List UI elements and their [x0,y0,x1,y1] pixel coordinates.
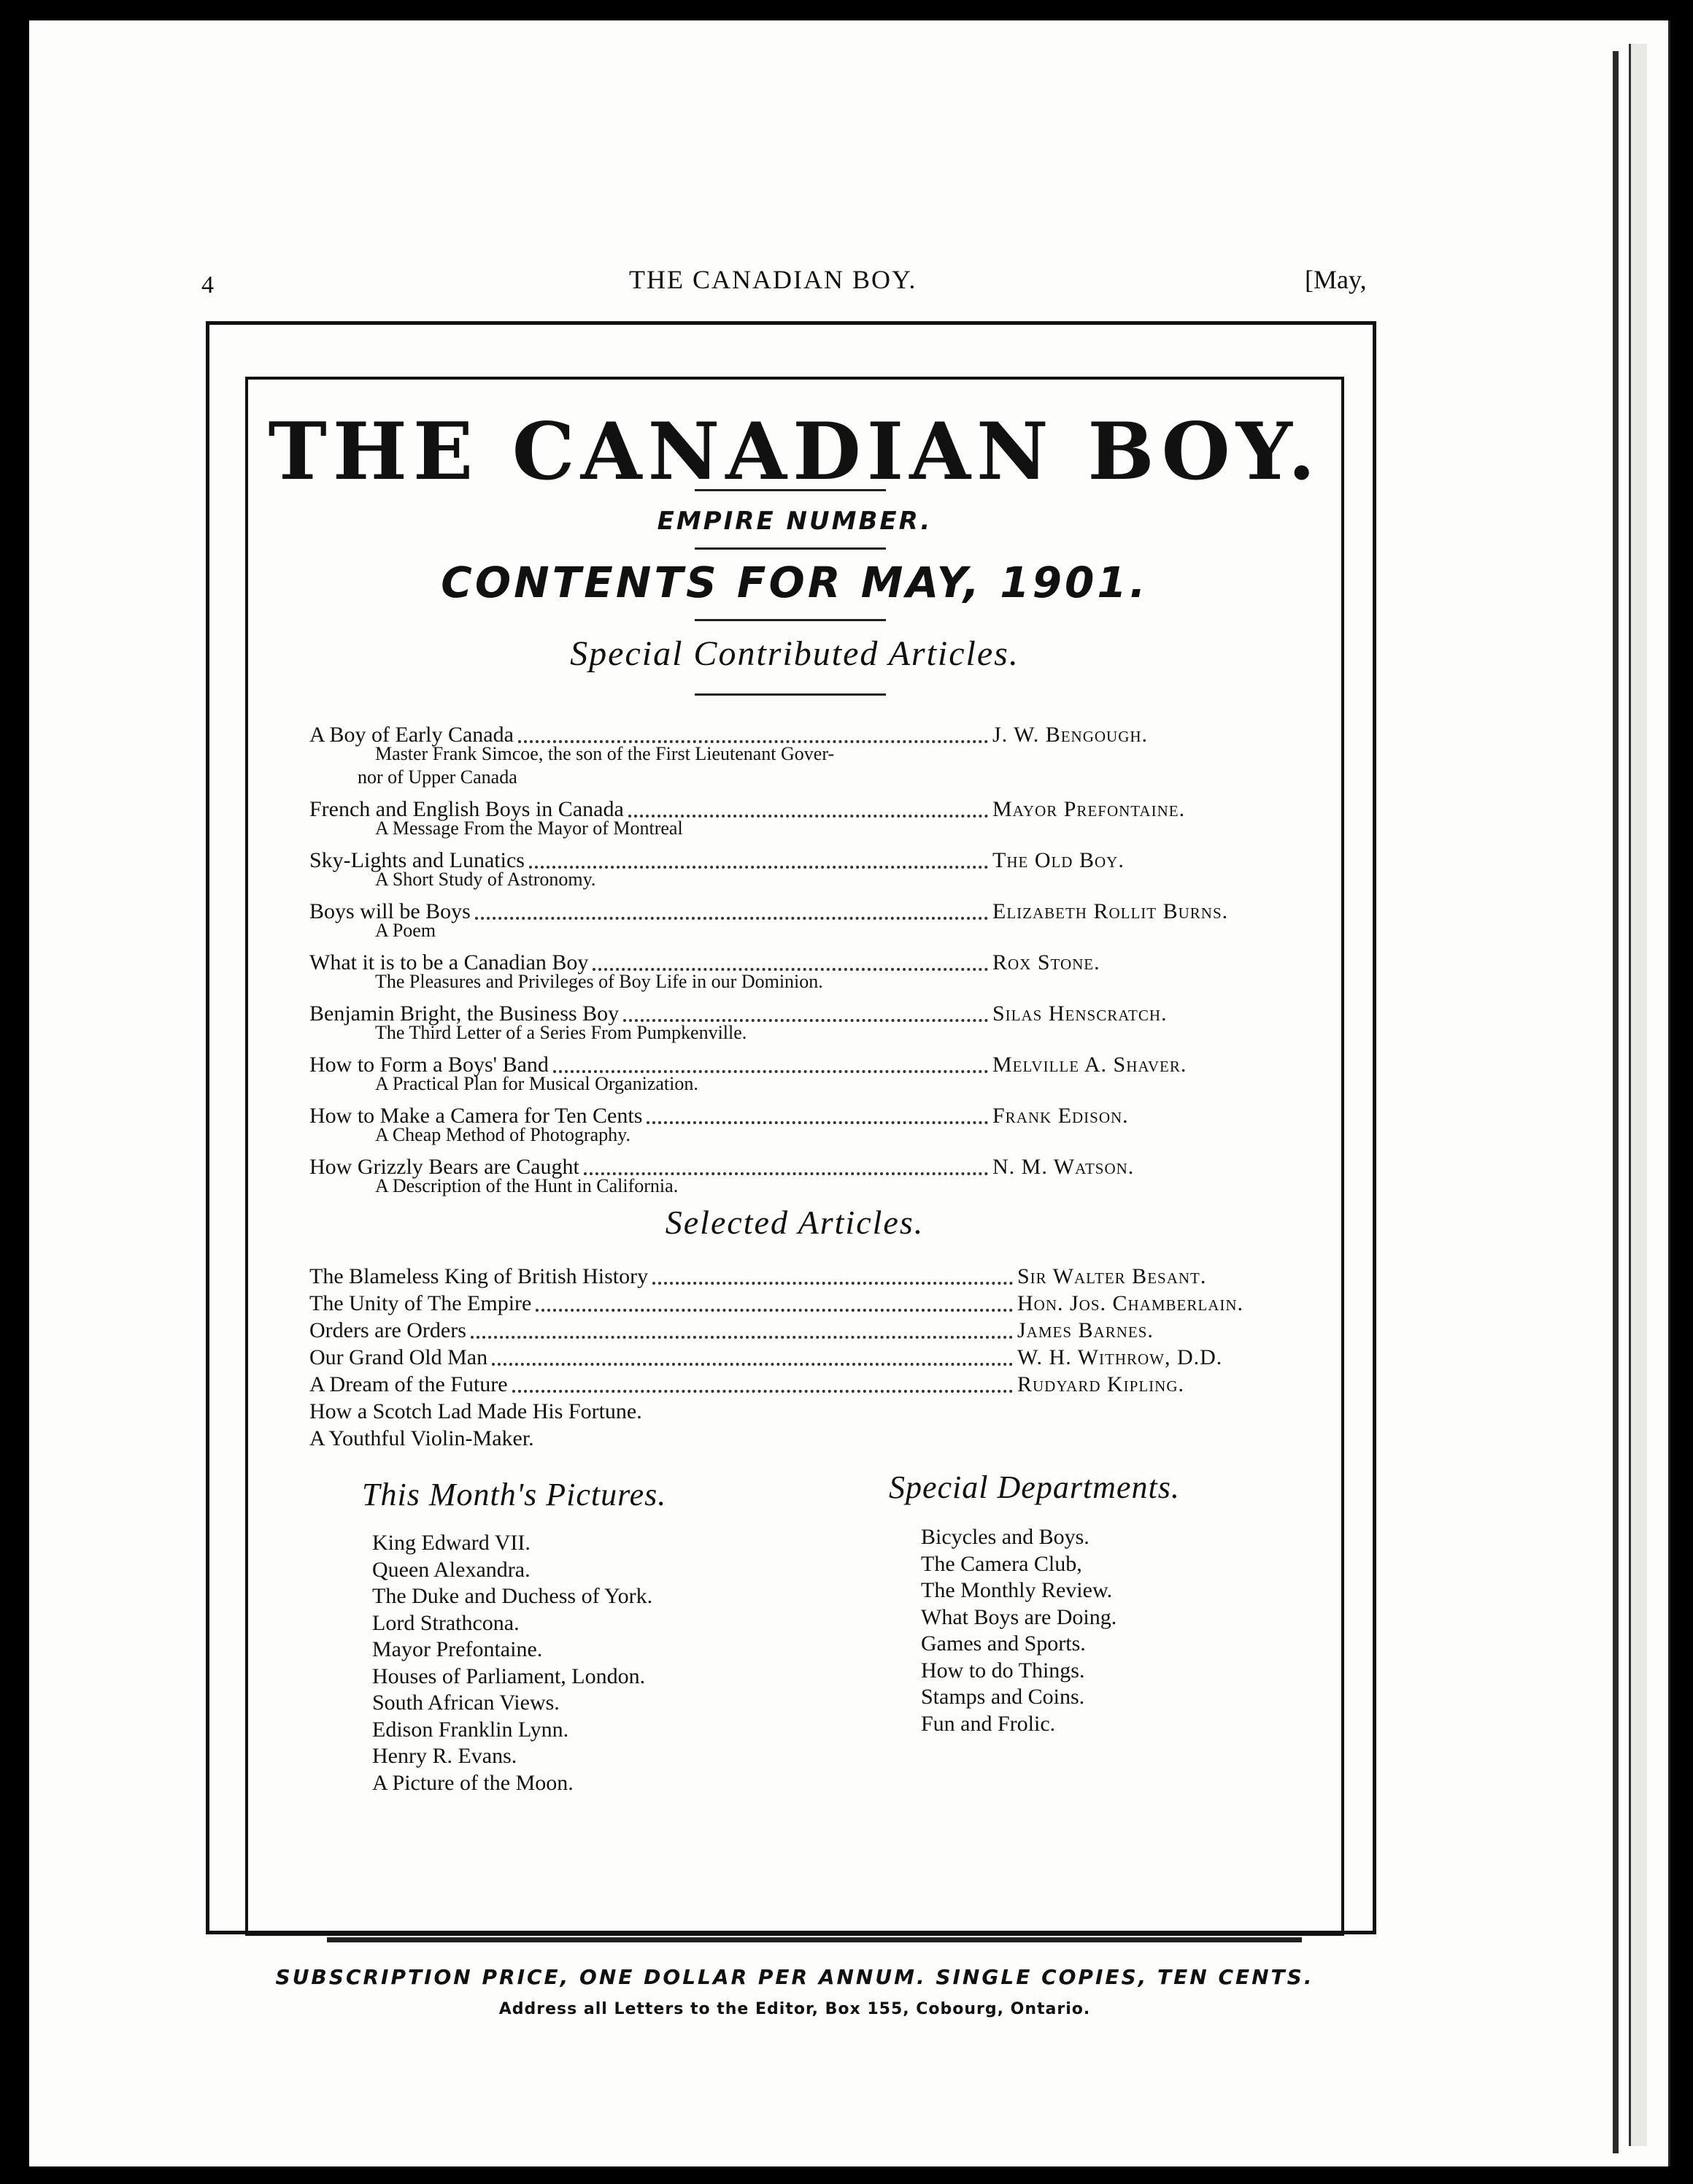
pictures-heading: This Month's Pictures. [362,1477,667,1512]
toc-entry [309,1291,1309,1316]
list-item: Houses of Parliament, London. [372,1664,646,1688]
article-title: Orders are Orders [309,1318,466,1342]
article-title: How to Make a Camera for Ten Cents [309,1104,643,1128]
article-title: Our Grand Old Man [309,1345,488,1369]
subscription-price: SUBSCRIPTION PRICE, ONE DOLLAR PER ANNUM. SINGLE COPIES, TEN CENTS. [275,1965,1314,1989]
list-item: Fun and Frolic. [921,1711,1056,1736]
list-item: King Edward VII. [372,1531,531,1555]
article-title: The Blameless King of British History [309,1264,649,1288]
article-title: A Boy of Early Canada [309,723,514,747]
toc-entry [309,1426,1309,1451]
selected-articles-heading: Selected Articles. [665,1204,925,1241]
article-title: Boys will be Boys [309,899,471,923]
list-item: What Boys are Doing. [921,1604,1117,1629]
page-number: 4 [201,272,214,299]
dot-leader [512,1390,1013,1393]
article-title: The Unity of The Empire [309,1291,532,1315]
article-title: Benjamin Bright, the Business Boy [309,1001,620,1026]
toc-entry [309,1372,1309,1397]
article-description: The Third Letter of a Series From Pumpkenville. [375,1022,747,1043]
article-title: Sky-Lights and Lunatics [309,848,525,872]
article-author: Rudyard Kipling. [1017,1372,1185,1396]
subtitle-rule [695,547,886,550]
article-title: What it is to be a Canadian Boy [309,950,589,974]
article-description: The Pleasures and Privileges of Boy Life in our Dominion. [375,971,823,992]
running-header [0,264,1693,308]
article-author: Silas Henscratch. [992,1001,1168,1026]
list-item: The Camera Club, [921,1551,1082,1576]
toc-entry [309,1399,1309,1424]
list-item: Mayor Prefontaine. [372,1637,543,1661]
dot-leader [652,1282,1013,1285]
article-author: Elizabeth Rollit Burns. [992,899,1229,923]
masthead-subtitle: EMPIRE NUMBER. [657,507,933,536]
article-author: N. M. Watson. [992,1155,1135,1179]
masthead-title: THE CANADIAN BOY. [268,406,1322,498]
article-author: W. H. Withrow, D.D. [1017,1345,1223,1369]
footer-rule [327,1937,1302,1942]
article-author: The Old Boy. [992,848,1125,872]
running-month: [May, [1305,265,1367,294]
list-item: Queen Alexandra. [372,1557,531,1582]
special-articles-heading: Special Contributed Articles. [570,634,1019,673]
article-author: J. W. Bengough. [992,723,1149,747]
list-item: Lord Strathcona. [372,1610,520,1635]
editor-address: Address all Letters to the Editor, Box 155, Cobourg, Ontario. [498,2000,1091,2018]
toc-entry [309,1345,1309,1370]
article-description: A Poem [375,920,436,941]
departments-list [921,1524,1117,1737]
list-item: South African Views. [372,1691,560,1715]
article-author: Melville A. Shaver. [992,1053,1187,1077]
article-author: Hon. Jos. Chamberlain. [1017,1291,1244,1315]
facing-page-edge [1629,44,1647,2146]
contents-rule [695,619,886,621]
article-author: Frank Edison. [992,1104,1129,1128]
special-articles-rule [695,693,886,696]
article-author: Sir Walter Besant. [1017,1264,1207,1288]
toc-entry [309,899,1309,924]
list-item: Edison Franklin Lynn. [372,1717,569,1742]
toc-entry [309,1264,1309,1289]
list-item: Henry R. Evans. [372,1744,517,1768]
article-title: How Grizzly Bears are Caught [309,1155,579,1179]
dot-leader [529,866,988,869]
article-description: A Short Study of Astronomy. [375,869,596,890]
toc-entry [309,1318,1309,1343]
list-item: Stamps and Coins. [921,1685,1085,1709]
list-item: A Picture of the Moon. [372,1770,574,1795]
departments-heading: Special Departments. [889,1469,1180,1505]
page-edge-shadow [1613,51,1619,2153]
dot-leader [492,1363,1013,1366]
article-title: How to Form a Boys' Band [309,1053,549,1077]
article-description: A Cheap Method of Photography. [375,1124,630,1145]
contents-heading: CONTENTS FOR MAY, 1901. [441,558,1149,607]
article-title: French and English Boys in Canada [309,797,624,821]
article-title: A Youthful Violin-Maker. [309,1426,534,1450]
dot-leader [475,917,988,920]
article-author: Rox Stone. [992,950,1100,974]
running-title: THE CANADIAN BOY. [629,265,917,294]
list-item: Bicycles and Boys. [921,1525,1090,1549]
dot-leader [471,1336,1013,1339]
article-description: A Description of the Hunt in California. [375,1175,679,1196]
article-title: A Dream of the Future [309,1372,508,1396]
pictures-list [372,1530,652,1796]
dot-leader [647,1121,988,1124]
list-item: The Duke and Duchess of York. [372,1584,653,1608]
article-author: Mayor Prefontaine. [992,797,1186,821]
dot-leader [536,1309,1013,1312]
title-rule [695,489,886,491]
list-item: Games and Sports. [921,1631,1086,1656]
article-author: James Barnes. [1017,1318,1154,1342]
article-title: How a Scotch Lad Made His Fortune. [309,1399,642,1423]
article-description: A Message From the Mayor of Montreal [375,818,683,839]
list-item: How to do Things. [921,1658,1085,1683]
article-description: Master Frank Simcoe, the son of the First Lieutenant Gover- [375,743,835,764]
list-item: The Monthly Review. [921,1578,1113,1602]
article-description: nor of Upper Canada [358,766,517,788]
article-description: A Practical Plan for Musical Organization. [375,1073,698,1094]
